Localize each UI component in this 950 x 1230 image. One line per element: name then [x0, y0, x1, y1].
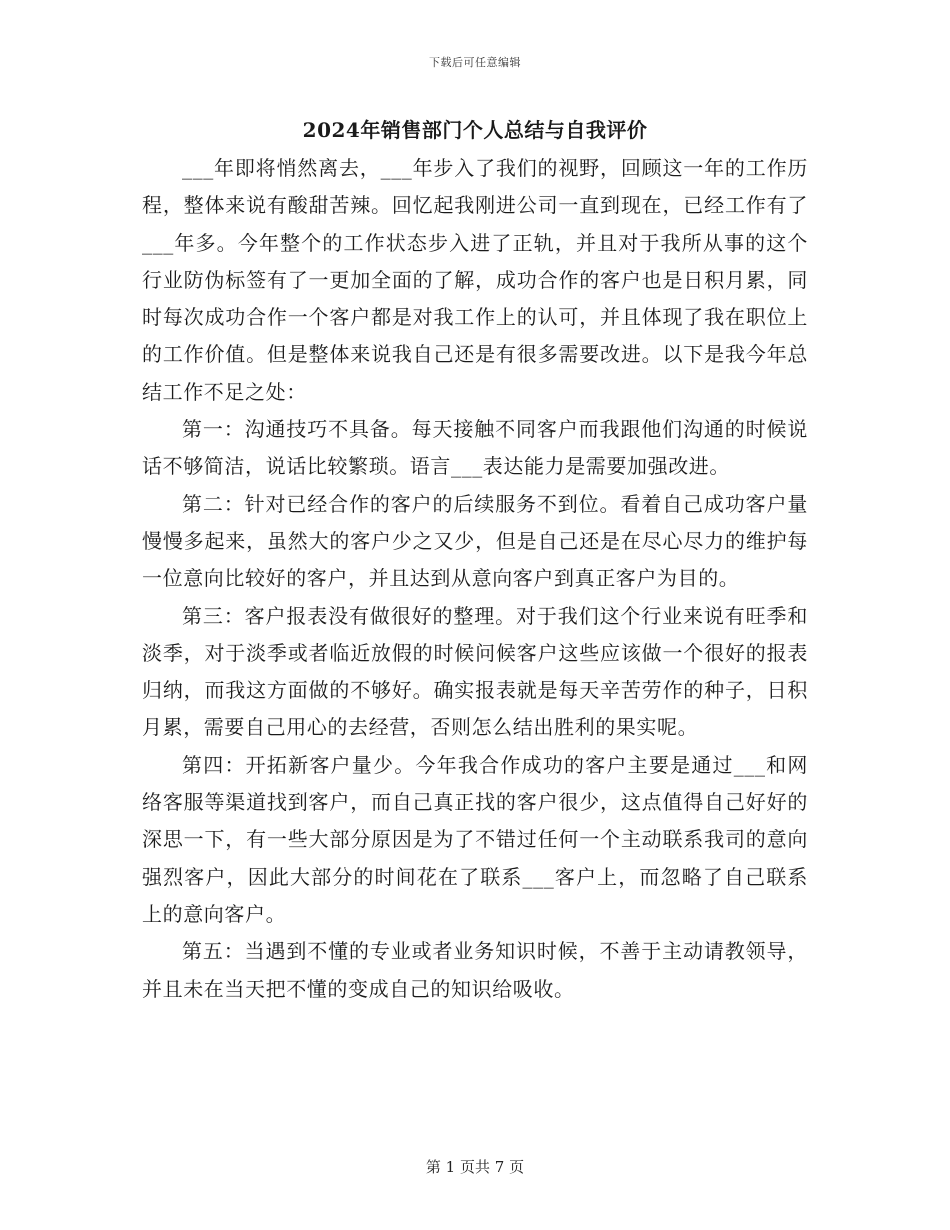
- paragraph-point-2: 第二：针对已经合作的客户的后续服务不到位。看着自己成功客户量慢慢多起来，虽然大的客户少之又少，但是自己还是在尽心尽力的维护每一位意向比较好的客户，并且达到从意向客户到真正客户为目的。: [142, 491, 808, 591]
- paragraph-point-1: 第一：沟通技巧不具备。每天接触不同客户而我跟他们沟通的时候说话不够简洁，说话比较繁琐。语言___表达能力是需要加强改进。: [142, 417, 808, 479]
- paragraph-point-5: 第五：当遇到不懂的专业或者业务知识时候，不善于主动请教领导，并且未在当天把不懂的变成自己的知识给吸收。: [142, 939, 808, 1001]
- document-title: 2024年销售部门个人总结与自我评价: [302, 118, 648, 142]
- paragraph-point-4: 第四：开拓新客户量少。今年我合作成功的客户主要是通过___和网络客服等渠道找到客户，而自己真正找的客户很少，这点值得自己好好的深思一下，有一些大部分原因是为了不错过任何一个主动联系我司的意向强烈客户，因此大部分的时间花在了联系___客户上，而忽略了自己联系上的意向客户。: [142, 752, 808, 926]
- header-note: 下载后可任意编辑: [429, 56, 521, 69]
- paragraph-point-3: 第三：客户报表没有做很好的整理。对于我们这个行业来说有旺季和淡季，对于淡季或者临近放假的时候问候客户这些应该做一个很好的报表归纳，而我这方面做的不够好。确实报表就是每天辛苦劳作的种子，日积月累，需要自己用心的去经营，否则怎么结出胜利的果实呢。: [142, 603, 808, 740]
- paragraph-intro: ___年即将悄然离去，___年步入了我们的视野，回顾这一年的工作历程，整体来说有酸甜苦辣。回忆起我刚进公司一直到现在，已经工作有了___年多。今年整个的工作状态步入进了正轨，并且对于我所从事的这个行业防伪标签有了一更加全面的了解，成功合作的客户也是日积月累，同时每次成功合作一个客户都是对我工作上的认可，并且体现了我在职位上的工作价值。但是整体来说我自己还是有很多需要改进。以下是我今年总结工作不足之处：: [142, 156, 808, 404]
- page-number-footer: 第 1 页共 7 页: [425, 1158, 525, 1176]
- document-body: [142, 150, 808, 1008]
